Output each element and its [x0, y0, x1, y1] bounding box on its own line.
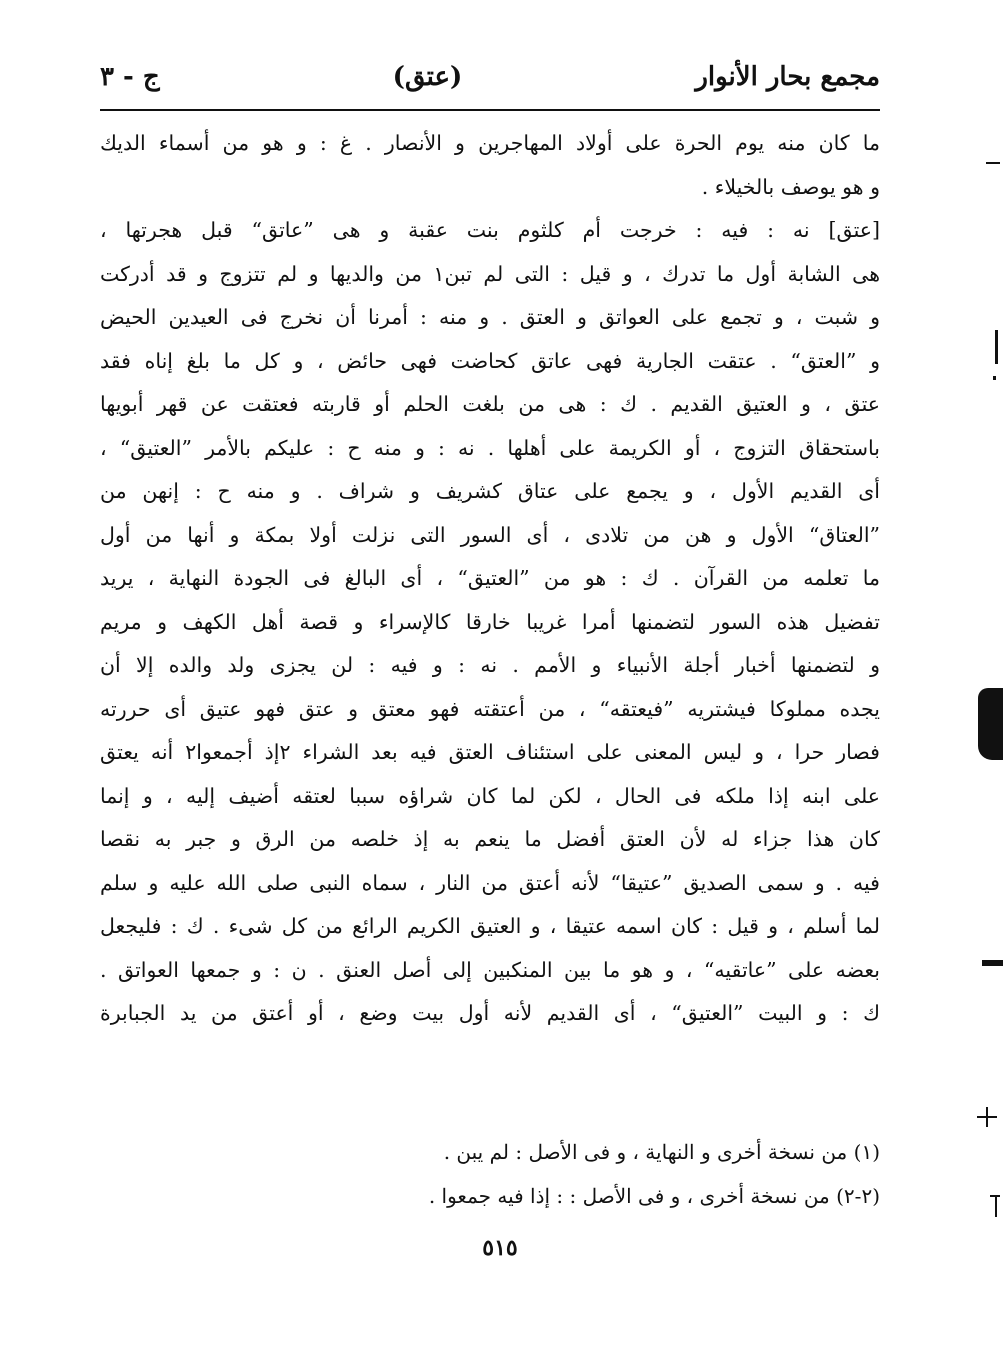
margin-dot-mark: [993, 376, 996, 380]
volume-label: ج - ٣: [100, 62, 160, 92]
text-line: ما تعلمه من القرآن . ك : هو من ”العتيق“ ، أى البالغ فى الجودة النهاية ، يريد: [100, 566, 880, 590]
margin-bracket-mark: [995, 330, 998, 364]
margin-hook-stem: [995, 1195, 997, 1217]
text-line: و شبت ، و تجمع على العواتق و العتق . و منه : أمرنا أن نخرج فى العيدين الحيض: [100, 305, 880, 329]
text-line: ك : و البيت ”العتيق“ ، أى القديم لأنه أول بيت وضع ، أو أعتق من يد الجبابرة: [100, 1001, 880, 1025]
text-line: فصار حرا ، و ليس المعنى على استئناف العتق فيه بعد الشراء ٢إذ أجمعوا٢ أنه يعتق: [100, 740, 880, 764]
registration-cross-icon: [975, 1105, 999, 1129]
text-line: عتق ، و العتيق القديم . ك : هى من بلغت الحلم أو قاربته فعتقت عن قهر أبويها: [100, 392, 880, 416]
text-line: هى الشابة أول ما تدرك ، و قيل : التى لم تبن١ من والديها و لم تتزوج و قد أدركت: [100, 261, 880, 286]
header-rule: [100, 109, 880, 111]
entry-heading: (عتق): [392, 62, 463, 92]
text-line: فيه . و سمى الصديق ”عتيقا“ لأنه أعتق من النار ، سماه النبى صلى الله عليه و سلم: [100, 870, 880, 895]
footnote: (٢-٢) من نسخة أخرى ، و فى الأصل : : إذا فيه جمعوا .: [428, 1184, 880, 1208]
text-line: بعضه على ”عاتقيه“ ، و هو ما بين المنكبين إلى أصل العنق . ن : و جمعها العواتق .: [100, 957, 880, 982]
text-line: تفضيل هذه السور لتضمنها أمرا غريبا خارقا كالإسراء و قصة أهل الكهف و مريم: [100, 609, 880, 634]
text-line: باستحقاق التزوج ، أو الكريمة على أهلها . نه : و منه ح : عليكم بالأمر ”العتيق“ ،: [100, 435, 880, 460]
text-line: ما كان منه يوم الحرة على أولاد المهاجرين و الأنصار . غ : و هو من أسماء الديك: [100, 131, 880, 155]
footnotes: [100, 1130, 880, 1218]
main-text: [100, 122, 880, 1036]
book-title: مجمع بحار الأنوار: [695, 62, 880, 92]
text-line: كان هذا جزاء له لأن العتق أفضل ما ينعم به إذ خلصه من الرق و جبر به نقصا: [100, 827, 880, 851]
margin-dash-mark: [982, 960, 1003, 966]
text-line: و ”العتق“ . عتقت الجارية فهى عاتق كحاضت فهى حائض ، و كل ما بلغ إناه فقد: [100, 348, 880, 373]
text-line: لما أسلم ، و قيل : كان اسمه عتيقا ، و العتيق الكريم الرائع من كل شىء . ك : فليجعل: [100, 914, 880, 938]
text-line: ”العتاق“ الأول و هن من تلادى ، أى السور التى نزلت أولا بمكة و أنها من أول: [100, 522, 880, 547]
text-line: أى القديم الأول ، و يجمع على عتاق كشريف و شراف . و منه ح : إنهن من: [100, 479, 880, 503]
ink-blot: [978, 688, 1003, 760]
page-number: ٥١٥: [482, 1235, 518, 1261]
text-line: و لتضمنها أخبار أجلة الأنبياء و الأمم . نه : و فيه : لن يجزى ولد والده إلا أن: [100, 653, 880, 677]
footnote: (١) من نسخة أخرى و النهاية ، و فى الأصل : لم يبن .: [443, 1140, 880, 1164]
margin-tick-mark: [986, 162, 1000, 164]
text-line: و هو يوصف بالخيلاء .: [701, 174, 880, 199]
text-line: يجده مملوكا فيشتريه ”فيعتقه“ ، من أعتقته فهو معتق و عتق فهو عتيق أى حررته: [100, 696, 880, 721]
text-line: على ابنه إذا ملكه فى الحال ، لكن لما كان شراؤه سببا لعتقه أضيف إليه ، و إنما: [100, 783, 880, 808]
running-header: [100, 55, 880, 99]
text-line: [عتق] نه : فيه : خرجت أم كلثوم بنت عقبة و هى ”عاتق“ قبل هجرتها ،: [100, 218, 880, 242]
